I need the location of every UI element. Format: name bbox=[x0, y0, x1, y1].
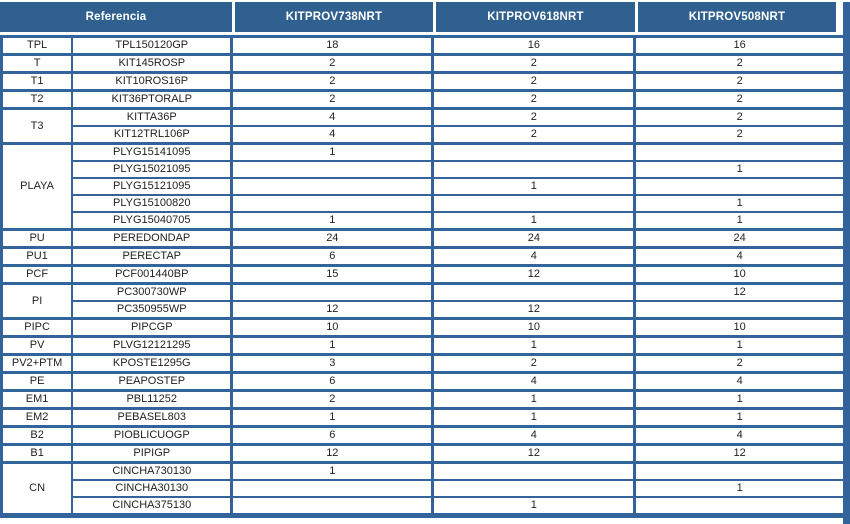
reference-code-cell: PC350955WP bbox=[72, 301, 232, 319]
header-cell-kitprov738nrt: KITPROV738NRT bbox=[232, 2, 433, 32]
quantity-cell: 2 bbox=[433, 73, 635, 91]
group-label-cell: PV2+PTM bbox=[2, 355, 73, 373]
quantity-cell: 1 bbox=[635, 195, 843, 212]
quantity-cell bbox=[635, 497, 843, 516]
quantity-cell: 18 bbox=[232, 37, 433, 55]
quantity-cell: 2 bbox=[635, 55, 843, 73]
reference-code-cell: CINCHA30130 bbox=[72, 480, 232, 497]
quantity-cell: 4 bbox=[232, 126, 433, 144]
quantity-cell bbox=[433, 144, 635, 162]
quantity-cell: 6 bbox=[232, 427, 433, 445]
table-row bbox=[2, 248, 844, 266]
quantity-cell: 1 bbox=[433, 337, 635, 355]
group-label-cell: PI bbox=[2, 284, 73, 319]
quantity-cell: 2 bbox=[232, 91, 433, 109]
group-label-cell: T3 bbox=[2, 109, 73, 144]
quantity-cell: 1 bbox=[433, 497, 635, 516]
reference-code-cell: PLYG15141095 bbox=[72, 144, 232, 162]
quantity-cell bbox=[635, 144, 843, 162]
quantity-cell: 2 bbox=[635, 91, 843, 109]
quantity-cell bbox=[232, 195, 433, 212]
quantity-cell: 2 bbox=[232, 391, 433, 409]
reference-code-cell: PIPIGP bbox=[72, 445, 232, 463]
reference-code-cell: PEAPOSTEP bbox=[72, 373, 232, 391]
quantity-cell: 6 bbox=[232, 373, 433, 391]
table-row bbox=[2, 480, 844, 497]
quantity-cell: 2 bbox=[232, 73, 433, 91]
quantity-cell: 1 bbox=[433, 178, 635, 195]
quantity-cell bbox=[433, 463, 635, 481]
table-row bbox=[2, 144, 844, 162]
quantity-cell: 1 bbox=[635, 212, 843, 230]
quantity-cell bbox=[232, 178, 433, 195]
table-row bbox=[2, 55, 844, 73]
quantity-cell bbox=[635, 301, 843, 319]
reference-code-cell: PC300730WP bbox=[72, 284, 232, 302]
reference-code-cell: CINCHA375130 bbox=[72, 497, 232, 516]
group-label-cell: B1 bbox=[2, 445, 73, 463]
quantity-cell: 3 bbox=[232, 355, 433, 373]
table-row bbox=[2, 91, 844, 109]
quantity-cell: 1 bbox=[635, 480, 843, 497]
quantity-cell: 12 bbox=[232, 301, 433, 319]
table-row bbox=[2, 284, 844, 302]
table-row bbox=[2, 409, 844, 427]
reference-code-cell: PLYG15100820 bbox=[72, 195, 232, 212]
quantity-cell: 6 bbox=[232, 248, 433, 266]
quantity-cell bbox=[232, 284, 433, 302]
table-row bbox=[2, 463, 844, 481]
group-label-cell: EM2 bbox=[2, 409, 73, 427]
quantity-cell: 12 bbox=[433, 445, 635, 463]
reference-code-cell: PBL11252 bbox=[72, 391, 232, 409]
quantity-cell: 24 bbox=[232, 230, 433, 248]
group-label-cell: TPL bbox=[2, 37, 73, 55]
reference-code-cell: KITTA36P bbox=[72, 109, 232, 127]
quantity-cell: 1 bbox=[232, 463, 433, 481]
reference-code-cell: PEREDONDAP bbox=[72, 230, 232, 248]
quantity-cell: 1 bbox=[635, 161, 843, 178]
table-row bbox=[2, 195, 844, 212]
group-label-cell: PIPC bbox=[2, 319, 73, 337]
table-row bbox=[2, 109, 844, 127]
table-row bbox=[2, 73, 844, 91]
table-row bbox=[2, 161, 844, 178]
table-row bbox=[2, 37, 844, 55]
reference-code-cell: PIOBLICUOGP bbox=[72, 427, 232, 445]
quantity-cell: 12 bbox=[433, 266, 635, 284]
group-label-cell: T2 bbox=[2, 91, 73, 109]
quantity-cell: 1 bbox=[635, 409, 843, 427]
reference-code-cell: KIT10ROS16P bbox=[72, 73, 232, 91]
quantity-cell bbox=[232, 480, 433, 497]
quantity-cell: 24 bbox=[635, 230, 843, 248]
quantity-cell: 2 bbox=[433, 355, 635, 373]
quantity-cell: 16 bbox=[433, 37, 635, 55]
quantity-cell: 1 bbox=[635, 391, 843, 409]
table-row bbox=[2, 427, 844, 445]
group-label-cell: PCF bbox=[2, 266, 73, 284]
reference-code-cell: KIT36PTORALP bbox=[72, 91, 232, 109]
quantity-cell bbox=[433, 480, 635, 497]
quantity-cell: 12 bbox=[232, 445, 433, 463]
group-label-cell: CN bbox=[2, 463, 73, 516]
table-row bbox=[2, 497, 844, 516]
quantity-cell: 1 bbox=[433, 391, 635, 409]
header-cell-kitprov508nrt: KITPROV508NRT bbox=[635, 2, 836, 32]
table-row bbox=[2, 319, 844, 337]
quantity-cell: 12 bbox=[635, 445, 843, 463]
quantity-cell: 2 bbox=[433, 109, 635, 127]
reference-code-cell: PLVG12121295 bbox=[72, 337, 232, 355]
table-row bbox=[2, 391, 844, 409]
quantity-cell bbox=[232, 497, 433, 516]
reference-code-cell: KIT12TRL106P bbox=[72, 126, 232, 144]
table-body bbox=[2, 37, 844, 516]
quantity-cell: 10 bbox=[635, 266, 843, 284]
quantity-cell: 1 bbox=[232, 337, 433, 355]
quantity-cell: 10 bbox=[433, 319, 635, 337]
quantity-cell: 2 bbox=[433, 91, 635, 109]
group-label-cell: PU1 bbox=[2, 248, 73, 266]
table-row bbox=[2, 266, 844, 284]
reference-code-cell: CINCHA730130 bbox=[72, 463, 232, 481]
reference-code-cell: PEBASEL803 bbox=[72, 409, 232, 427]
quantity-cell bbox=[433, 161, 635, 178]
quantity-cell: 12 bbox=[433, 301, 635, 319]
reference-table-page bbox=[0, 2, 850, 524]
quantity-cell: 1 bbox=[232, 409, 433, 427]
quantity-cell: 1 bbox=[635, 337, 843, 355]
quantity-cell: 2 bbox=[635, 109, 843, 127]
table-right-border bbox=[843, 2, 850, 524]
quantity-cell: 1 bbox=[232, 212, 433, 230]
reference-code-cell: KPOSTE1295G bbox=[72, 355, 232, 373]
quantity-cell: 10 bbox=[232, 319, 433, 337]
quantity-cell: 1 bbox=[232, 144, 433, 162]
reference-code-cell: KIT145ROSP bbox=[72, 55, 232, 73]
group-label-cell: T1 bbox=[2, 73, 73, 91]
quantity-cell: 15 bbox=[232, 266, 433, 284]
quantity-cell: 2 bbox=[635, 73, 843, 91]
table-row bbox=[2, 212, 844, 230]
group-label-cell: PU bbox=[2, 230, 73, 248]
quantity-cell: 2 bbox=[433, 55, 635, 73]
quantity-cell: 10 bbox=[635, 319, 843, 337]
reference-code-cell: PERECTAP bbox=[72, 248, 232, 266]
quantity-cell: 2 bbox=[433, 126, 635, 144]
reference-code-cell: PLYG15121095 bbox=[72, 178, 232, 195]
table-row bbox=[2, 337, 844, 355]
reference-code-cell: PCF001440BP bbox=[72, 266, 232, 284]
quantity-cell: 4 bbox=[232, 109, 433, 127]
table-row bbox=[2, 373, 844, 391]
quantity-cell bbox=[433, 284, 635, 302]
quantity-cell: 1 bbox=[433, 212, 635, 230]
group-label-cell: EM1 bbox=[2, 391, 73, 409]
group-label-cell: PE bbox=[2, 373, 73, 391]
quantity-cell: 1 bbox=[433, 409, 635, 427]
reference-table bbox=[0, 35, 843, 518]
quantity-cell: 4 bbox=[433, 248, 635, 266]
group-label-cell: B2 bbox=[2, 427, 73, 445]
header-cell-kitprov618nrt: KITPROV618NRT bbox=[433, 2, 635, 32]
quantity-cell: 2 bbox=[232, 55, 433, 73]
reference-code-cell: PIPCGP bbox=[72, 319, 232, 337]
quantity-cell bbox=[635, 178, 843, 195]
table-row bbox=[2, 355, 844, 373]
quantity-cell: 4 bbox=[433, 373, 635, 391]
table-row bbox=[2, 445, 844, 463]
table-row bbox=[2, 126, 844, 144]
quantity-cell bbox=[635, 463, 843, 481]
reference-code-cell: TPL150120GP bbox=[72, 37, 232, 55]
quantity-cell: 4 bbox=[635, 248, 843, 266]
reference-code-cell: PLYG15021095 bbox=[72, 161, 232, 178]
quantity-cell: 24 bbox=[433, 230, 635, 248]
quantity-cell bbox=[232, 161, 433, 178]
table-header-row bbox=[0, 2, 836, 32]
quantity-cell: 16 bbox=[635, 37, 843, 55]
header-cell-referencia: Referencia bbox=[0, 2, 232, 32]
quantity-cell bbox=[433, 195, 635, 212]
table-row bbox=[2, 178, 844, 195]
group-label-cell: PV bbox=[2, 337, 73, 355]
table-row bbox=[2, 230, 844, 248]
quantity-cell: 12 bbox=[635, 284, 843, 302]
quantity-cell: 4 bbox=[433, 427, 635, 445]
quantity-cell: 2 bbox=[635, 355, 843, 373]
quantity-cell: 4 bbox=[635, 427, 843, 445]
table-row bbox=[2, 301, 844, 319]
quantity-cell: 2 bbox=[635, 126, 843, 144]
group-label-cell: PLAYA bbox=[2, 144, 73, 230]
reference-code-cell: PLYG15040705 bbox=[72, 212, 232, 230]
group-label-cell: T bbox=[2, 55, 73, 73]
quantity-cell: 4 bbox=[635, 373, 843, 391]
